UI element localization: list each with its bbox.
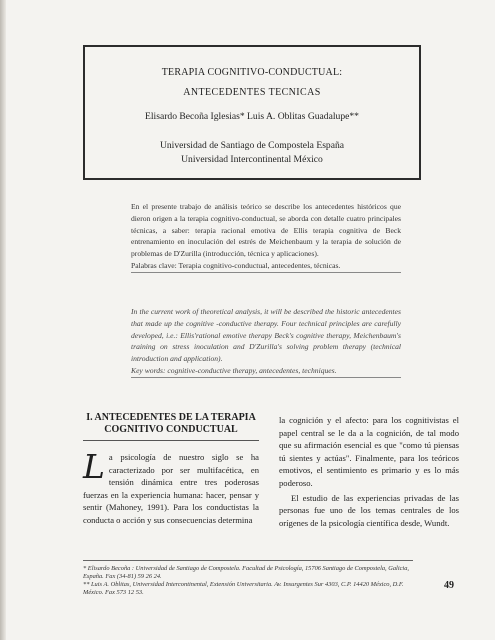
abstract-english [131, 306, 401, 378]
section-heading: I. ANTECEDENTES DE LA TERAPIA COGNITIVO CONDUCTUAL [83, 412, 259, 441]
footnotes [83, 560, 413, 597]
right-column [279, 414, 459, 529]
title-box [83, 45, 421, 180]
abstract-spanish-text: En el presente trabajo de análisis teórico se describe los antecedentes históricos que dieron origen a la terapia cognitivo-conductual, se aborda con detalle cuatro principales técnicas, a saber: terapia racional emotiva de Ellis terapia cognitiva de Beck entrenamiento en inoculación del estrés de Meichenbaum y la terapia de solución de problemas de D'Zurilla (introducción, técnica y aplicaciones). [131, 202, 401, 259]
left-column-body: a psicología de nuestro siglo se ha caracterizado por ser multifacética, en tensión dinámica entre tres poderosas fuerzas en la experiencia humana: hacer, pensar y sentir (Mahoney, 1991). Para los conductistas la conducta o acción y sus consecuencias determina [83, 452, 259, 525]
left-column-text [83, 447, 259, 527]
footnote-1: * Elisardo Becoña : Universidad de Santiago de Compostela. Facultad de Psicología, 15706 Santiago de Compostela, Galicia, España. Fax (34-81) 59 26 24. [83, 565, 410, 580]
right-column-paragraph-2: El estudio de las experiencias privadas de las personas fue uno de los temas centrales de los orígenes de la psicología científica desde, Wundt. [279, 492, 459, 528]
affiliation-line1: Universidad de Santiago de Compostela España [159, 140, 345, 151]
authors: Elisardo Becoña Iglesias* Luis A. Oblitas Guadalupe** [145, 111, 359, 122]
page-number: 49 [444, 580, 454, 591]
abstract-english-text: In the current work of theoretical analysis, it will be described the historic antecedentes that made up the cognitive -conductive therapy. Four technical principles are carefully developed, i.e.: Ellis'rational emotive therapy Beck's cognitive therapy, Meichenbaum's training on stress inoculation and D'Zurilla's solving problem therapy (technical introduction and application). [131, 307, 401, 364]
page-edge [0, 0, 6, 640]
left-column [83, 412, 259, 527]
footnote-2: ** Luis A. Oblitas, Universidad Intercontinental, Extensión Universitaria. Av. Insurgentes Sur 4303, C.P. 14420 México, D.F. México. Fax 573 12 53. [83, 581, 404, 596]
article-title-line1: TERAPIA COGNITIVO-CONDUCTUAL: [161, 67, 343, 78]
drop-cap: L [83, 447, 105, 486]
affiliation-line2: Universidad Intercontinental México [181, 154, 323, 165]
right-column-paragraph-1: la cognición y el afecto: para los cognitivistas el papel central se le da a la cognición, de tal modo que su afirmación esencial es que "como tú piensas tú sientes y actúas". Finalmente, para los teóricos emotivos, el sentimiento es primario y es lo más poderoso. [279, 415, 459, 488]
article-title-line2: ANTECEDENTES TECNICAS [183, 87, 321, 98]
keywords-english: Key words: cognitive-conductive therapy, antecedentes, techniques. [131, 365, 401, 378]
keywords-spanish: Palabras clave: Terapia cognitivo-conductual, antecedentes, técnicas. [131, 260, 401, 273]
abstract-spanish [131, 201, 401, 273]
